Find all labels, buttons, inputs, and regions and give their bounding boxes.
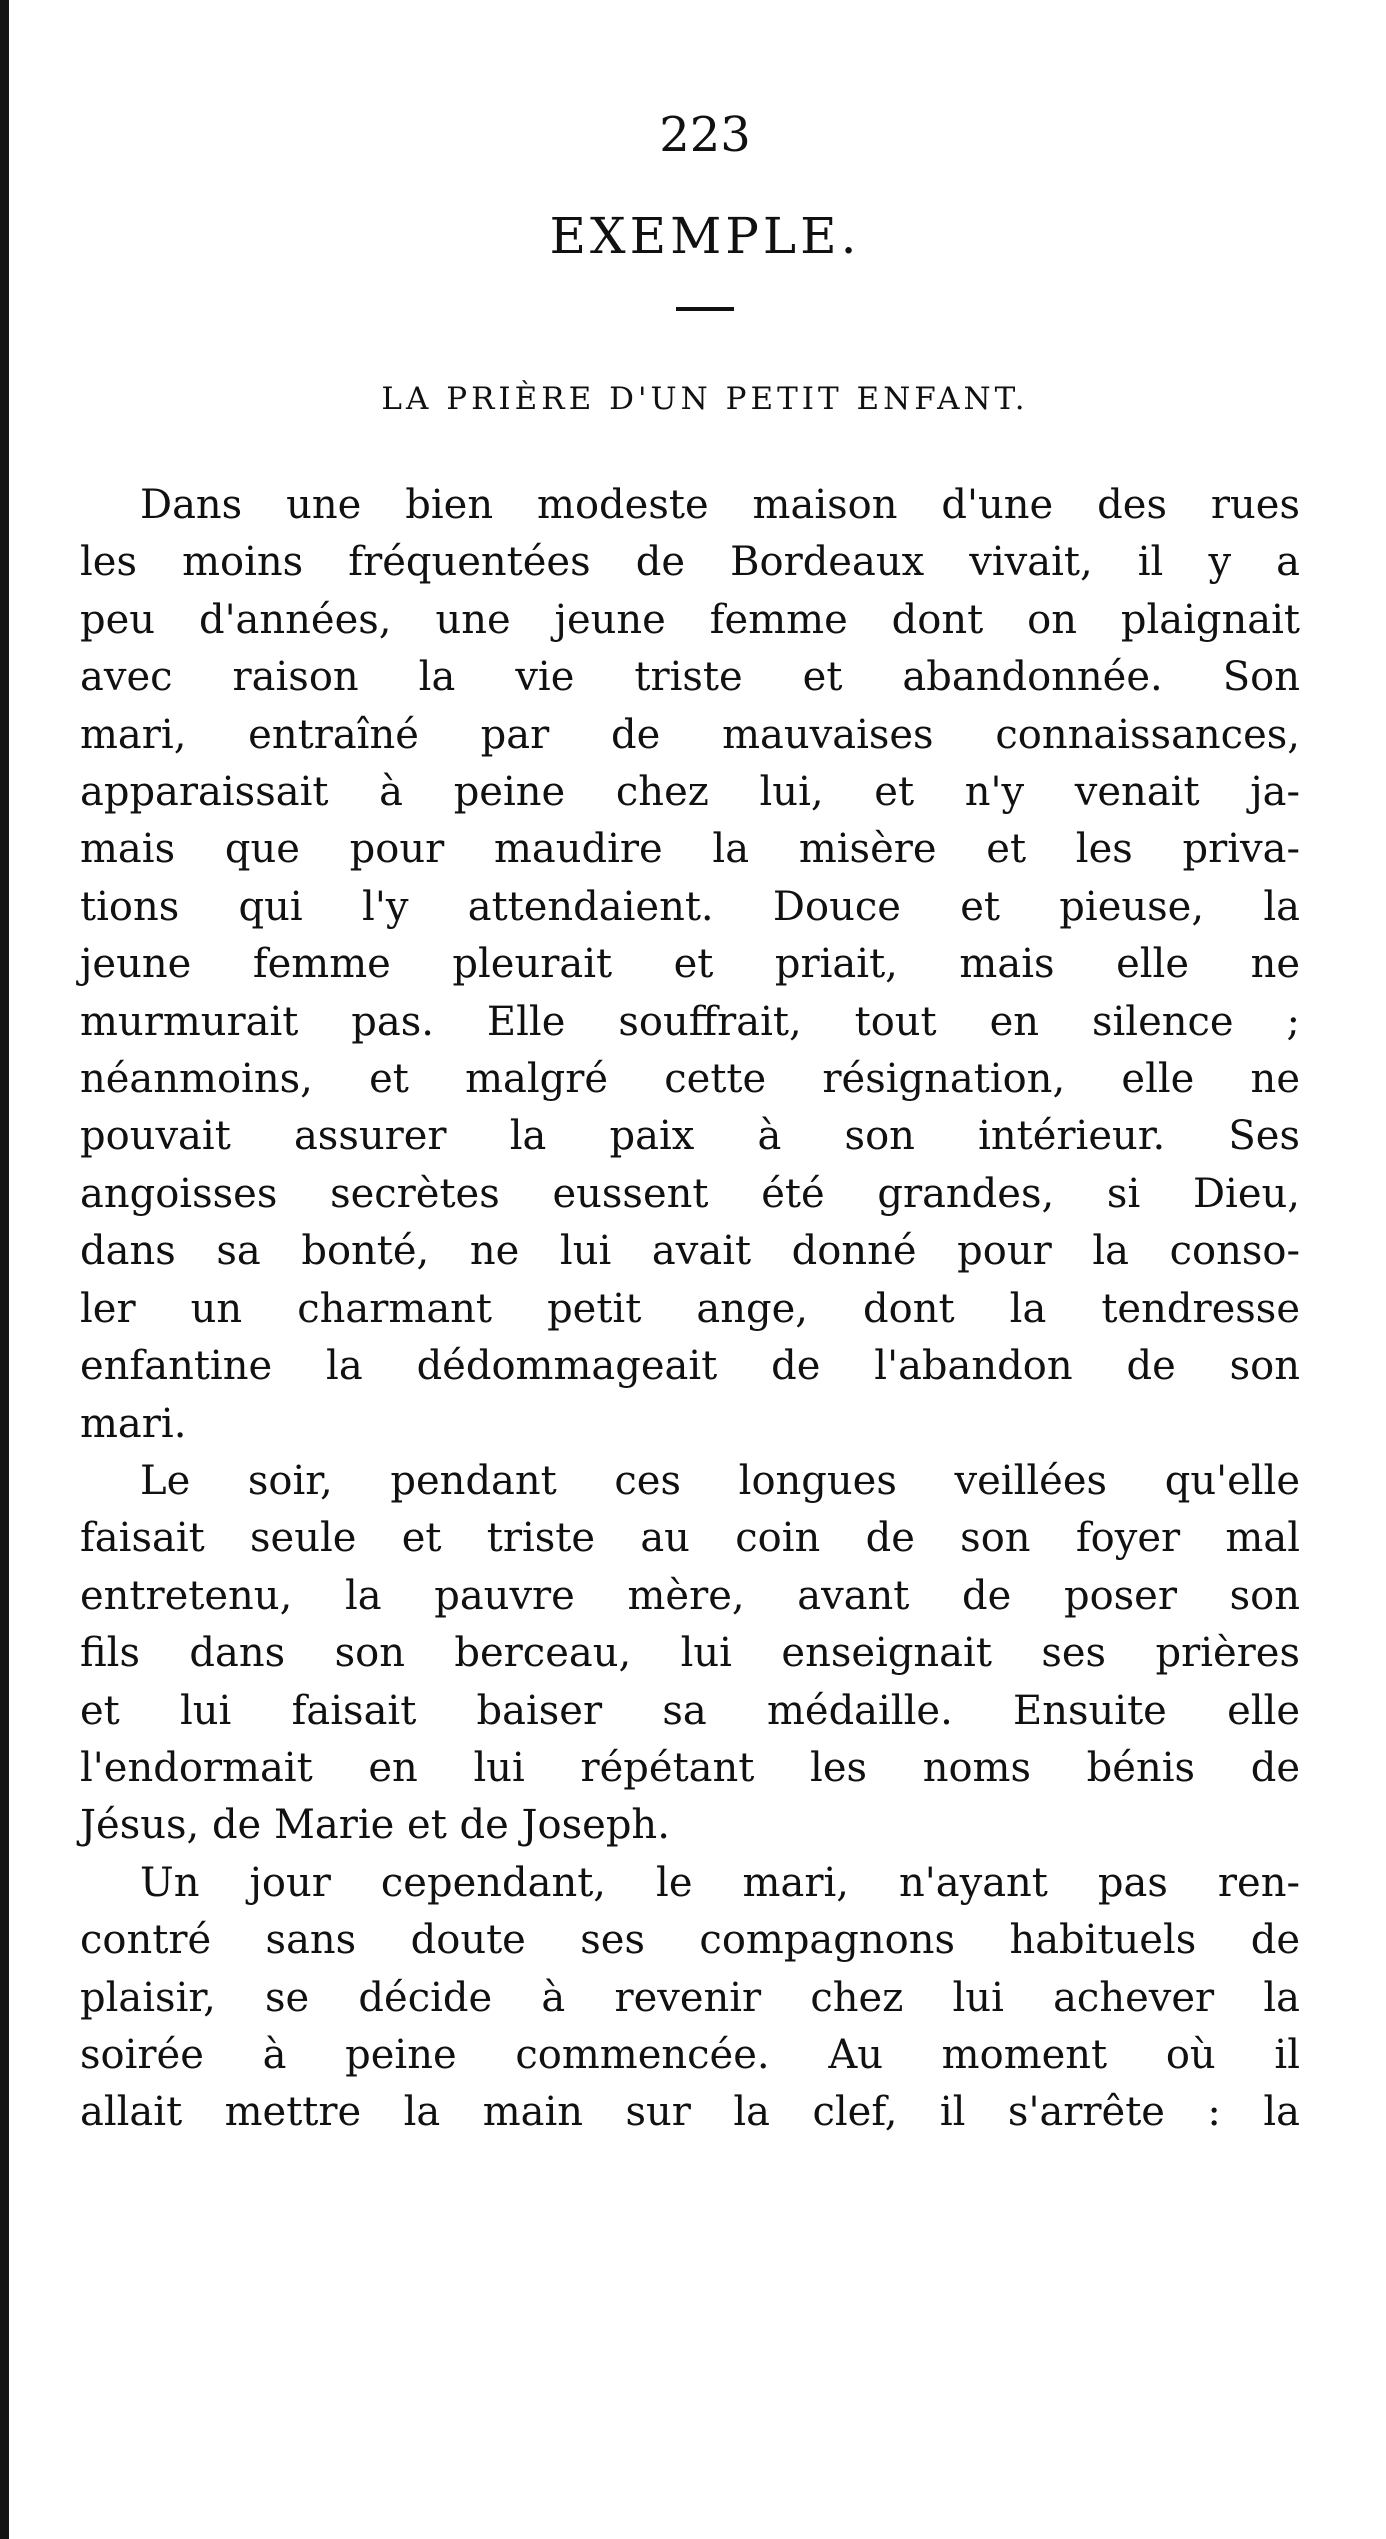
text-block [80,105,1300,2142]
text-line: apparaissait à peine chez lui, et n'y venait ja- [80,769,1300,816]
text-line: contré sans doute ses compagnons habituels de [80,1917,1300,1964]
paragraph [80,1453,1300,1855]
text-line: entretenu, la pauvre mère, avant de poser son [80,1572,1300,1619]
page-number: 223 [659,107,751,163]
heading-rule [676,307,734,311]
text-line: mari. [80,1400,187,1447]
text-line: Jésus, de Marie et de Joseph. [80,1802,670,1849]
text-line: soirée à peine commencée. Au moment où il [80,2031,1300,2078]
body-text [80,477,1300,2142]
text-line: pouvait assurer la paix à son intérieur. Ses [80,1113,1300,1160]
text-line: allait mettre la main sur la clef, il s'arrête : la [80,2089,1300,2136]
text-line: faisait seule et triste au coin de son foyer mal [80,1515,1300,1562]
text-line: néanmoins, et malgré cette résignation, elle ne [80,1056,1300,1103]
text-line: fils dans son berceau, lui enseignait ses prières [80,1630,1300,1677]
text-line: Dans une bien modeste maison d'une des rues [140,482,1300,528]
text-line: l'endormait en lui répétant les noms bénis de [80,1744,1300,1791]
text-line: les moins fréquentées de Bordeaux vivait, il y a [80,539,1300,586]
binding-edge [0,0,9,2539]
paragraph [80,477,1300,1453]
text-line: Un jour cependant, le mari, n'ayant pas ren- [140,1859,1300,1906]
text-line: enfantine la dédommageait de l'abandon de son [80,1343,1300,1390]
text-line: Le soir, pendant ces longues veillées qu'elle [140,1457,1300,1504]
text-line: murmurait pas. Elle souffrait, tout en silence ; [80,998,1300,1045]
text-line: et lui faisait baiser sa médaille. Ensuite elle [80,1687,1300,1734]
text-line: jeune femme pleurait et priait, mais elle ne [80,941,1300,988]
text-line: mais que pour maudire la misère et les priva- [80,826,1300,873]
text-line: ler un charmant petit ange, dont la tendresse [80,1285,1300,1332]
text-line: peu d'années, une jeune femme dont on plaignait [80,596,1300,643]
text-line: angoisses secrètes eussent été grandes, si Dieu, [80,1170,1300,1217]
story-title: LA PRIÈRE D'UN PETIT ENFANT. [381,381,1029,417]
text-line: avec raison la vie triste et abandonnée. Son [80,654,1300,701]
section-heading: EXEMPLE. [549,207,861,265]
text-line: plaisir, se décide à revenir chez lui achever la [80,1974,1300,2021]
text-line: tions qui l'y attendaient. Douce et pieuse, la [80,883,1300,930]
text-line: dans sa bonté, ne lui avait donné pour la conso- [80,1228,1300,1275]
text-line: mari, entraîné par de mauvaises connaissances, [80,711,1300,758]
paragraph [80,1855,1300,2142]
